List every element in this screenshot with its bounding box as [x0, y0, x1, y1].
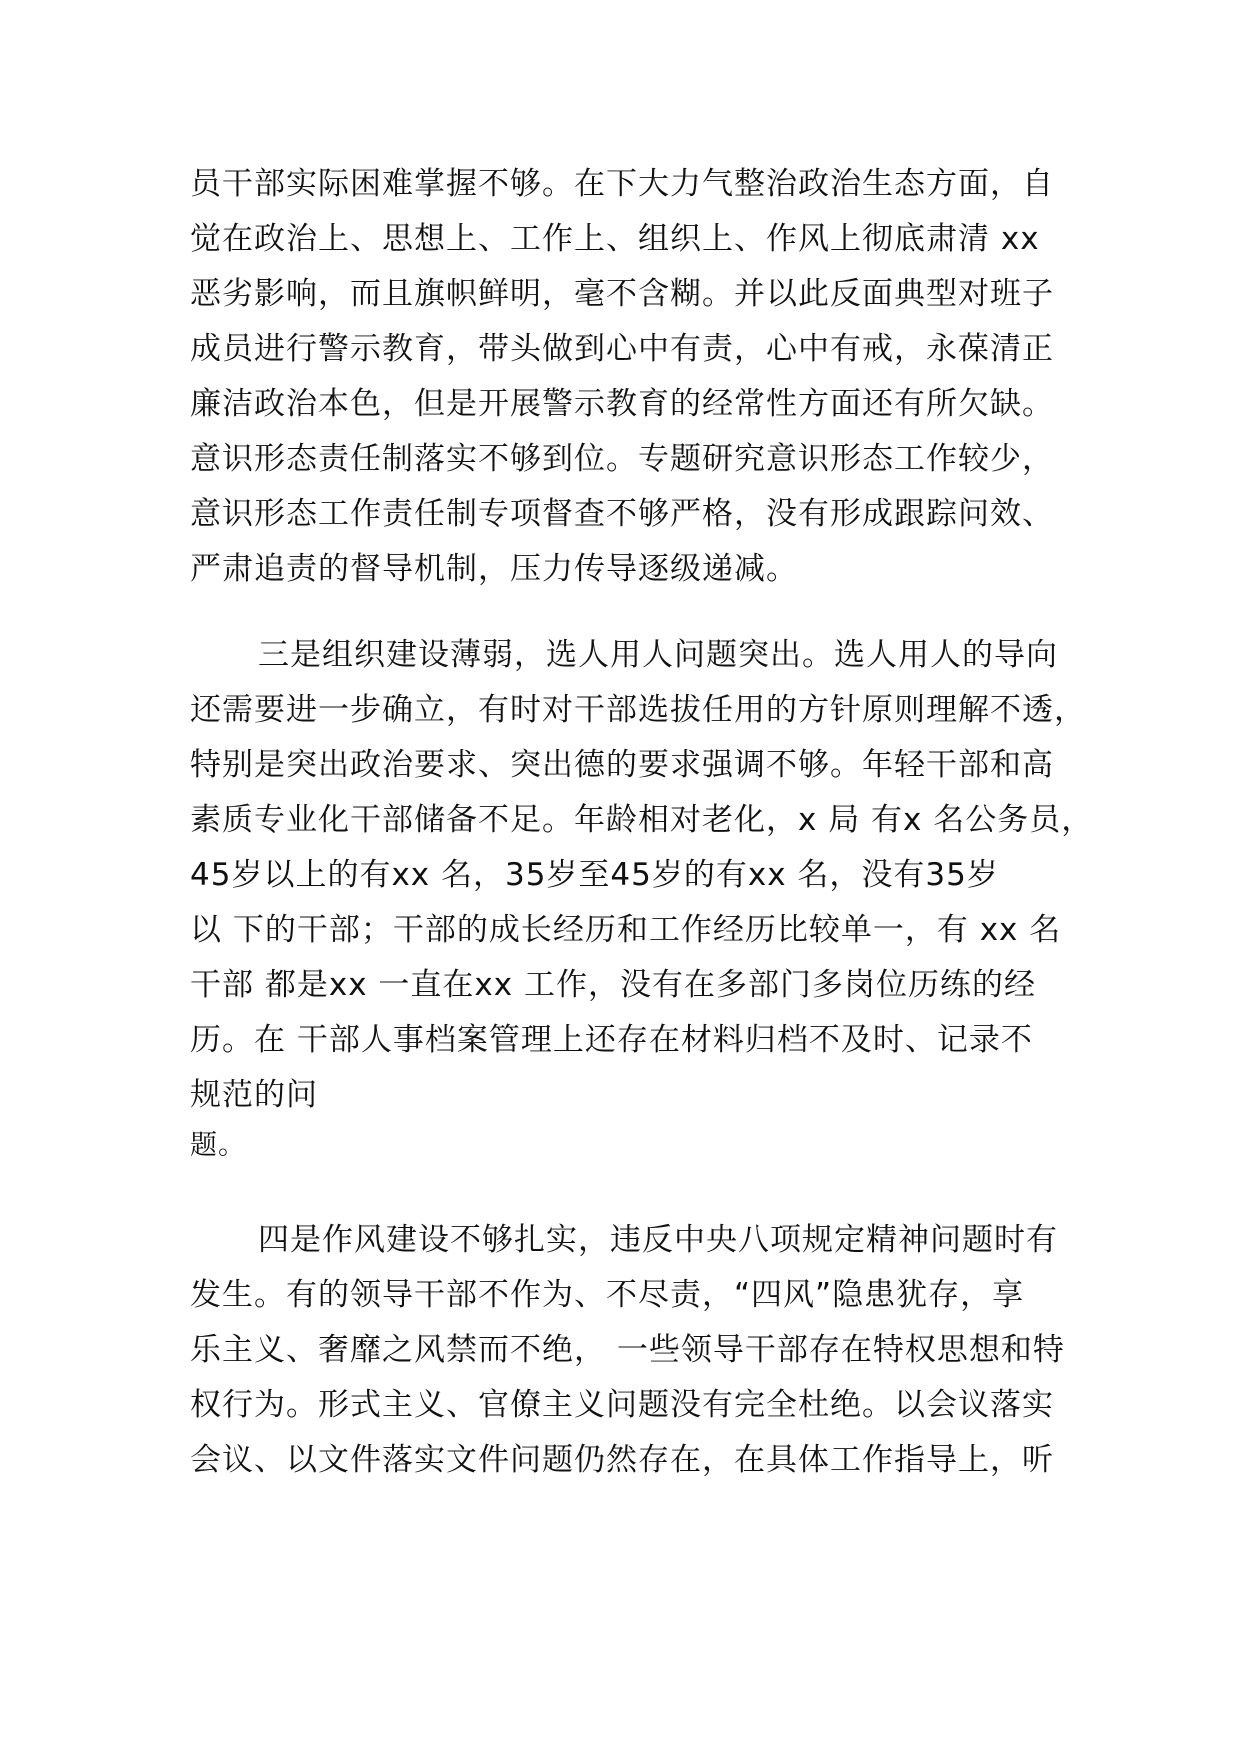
text-line: 历。在 干部人事档案管理上还存在材料归档不及时、记录不 — [190, 1022, 1033, 1058]
text-line: 员干部实际困难掌握不够。在下大力气整治政治生态方面，自 — [190, 166, 1054, 202]
text-line: 乐主义、奢靡之风禁而不绝， 一些领导干部存在特权思想和特 — [190, 1332, 1065, 1368]
text-line: 题。 — [190, 1130, 246, 1161]
text-line: 恶劣影响，而且旗帜鲜明，毫不含糊。并以此反面典型对班子 — [190, 276, 1054, 312]
text-line: 觉在政治上、思想上、工作上、组织上、作风上彻底肃清 xx — [190, 221, 1040, 257]
text-line: 素质专业化干部储备不足。年龄相对老化，x 局 有x 名公务员， — [190, 802, 1094, 838]
text-line: 廉洁政治本色，但是开展警示教育的经常性方面还有所欠缺。 — [190, 386, 1054, 422]
text-line: 规范的问 — [190, 1077, 318, 1113]
text-line: 成员进行警示教育，带头做到心中有责，心中有戒，永葆清正 — [190, 331, 1054, 367]
text-line: 权行为。形式主义、官僚主义问题没有完全杜绝。以会议落实 — [190, 1387, 1054, 1423]
text-line: 特别是突出政治要求、突出德的要求强调不够。年轻干部和高 — [190, 747, 1054, 783]
text-line: 还需要进一步确立，有时对干部选拔任用的方针原则理解不透， — [190, 692, 1086, 728]
text-line: 发生。有的领导干部不作为、不尽责，“四风”隐患犹存，享 — [190, 1277, 1025, 1313]
text-line: 严肃追责的督导机制，压力传导逐级递减。 — [190, 551, 798, 587]
paragraph-start-line: 三是组织建设薄弱，选人用人问题突出。选人用人的导向 — [258, 637, 1058, 673]
text-line: 以 下的干部；干部的成长经历和工作经历比较单一，有 xx 名 — [190, 912, 1062, 948]
text-line: 干部 都是xx 一直在xx 工作，没有在多部门多岗位历练的经 — [190, 967, 1036, 1003]
text-line: 会议、以文件落实文件问题仍然存在，在具体工作指导上，听 — [190, 1442, 1054, 1478]
text-line: 意识形态工作责任制专项督查不够严格，没有形成跟踪问效、 — [190, 496, 1054, 532]
text-line: 45岁以上的有xx 名，35岁至45岁的有xx 名，没有35岁 — [190, 857, 999, 893]
paragraph-start-line: 四是作风建设不够扎实，违反中央八项规定精神问题时有 — [258, 1222, 1058, 1258]
text-line: 意识形态责任制落实不够到位。专题研究意识形态工作较少， — [190, 441, 1054, 477]
